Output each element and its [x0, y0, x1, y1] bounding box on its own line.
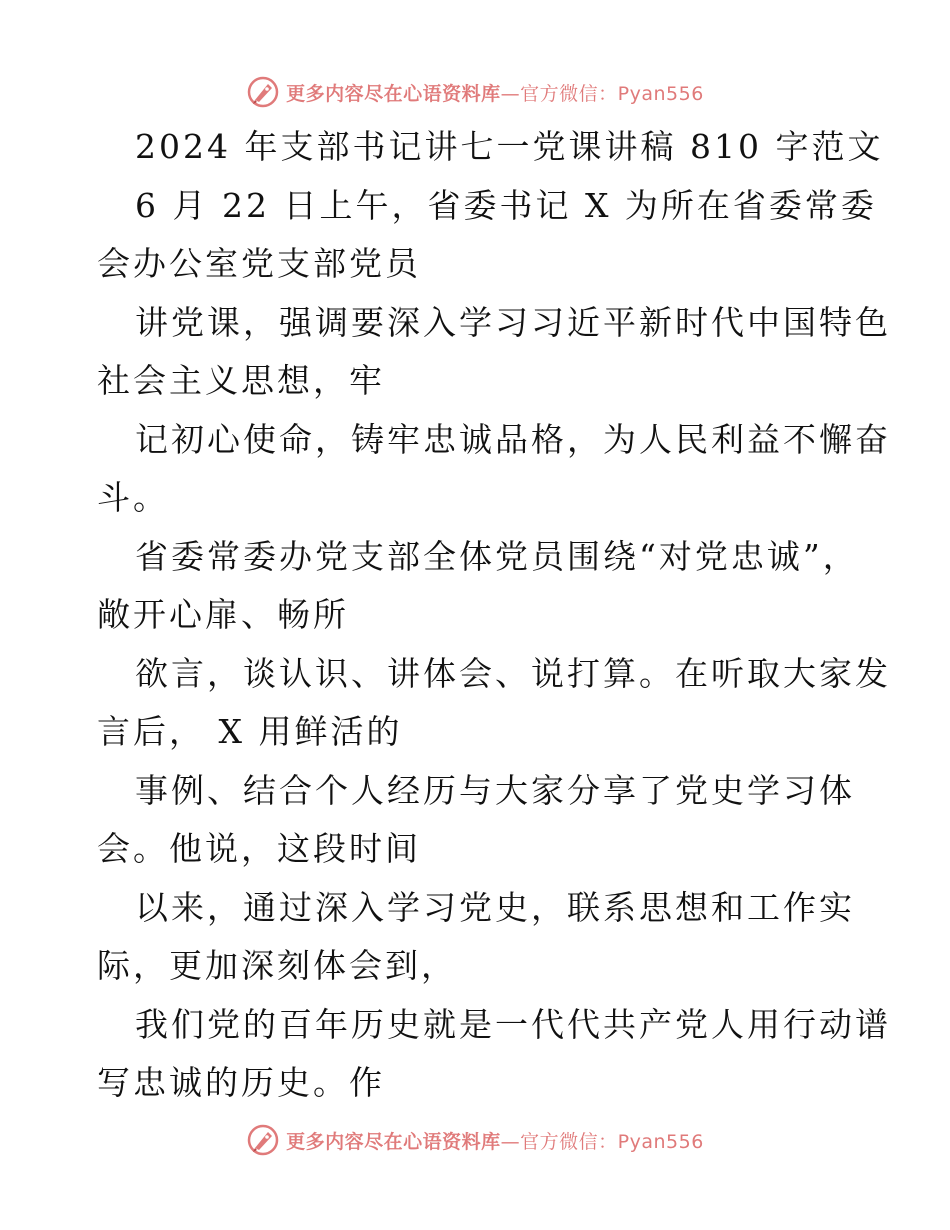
pen-nib-logo-icon [246, 75, 280, 109]
banner-main-text: 更多内容尽在心语资料库 [286, 1130, 501, 1153]
paragraph-line: 写忠诚的历史。作 [97, 1063, 385, 1102]
footer-banner [0, 1120, 950, 1160]
paragraph-line: 敞开心扉、畅所 [97, 595, 349, 634]
paragraph-line: 斗。 [97, 478, 169, 517]
header-banner [0, 72, 950, 112]
banner-text [286, 79, 704, 106]
document-title: 2024 年支部书记讲七一党课讲稿 810 字范文 [135, 127, 884, 166]
pen-nib-logo-icon [246, 1123, 280, 1157]
banner-separator: — [500, 1130, 521, 1153]
banner-text [286, 1127, 704, 1154]
paragraph-line: 会办公室党支部党员 [97, 244, 421, 283]
paragraph-line: 言后， X 用鲜活的 [97, 712, 403, 751]
paragraph-line: 欲言，谈认识、讲体会、说打算。在听取大家发 [135, 653, 891, 693]
paragraph-line: 际，更加深刻体会到， [97, 946, 457, 985]
document-body [97, 118, 891, 1113]
paragraph-line: 省委常委办党支部全体党员围绕“对党忠诚”， [135, 536, 859, 576]
banner-wechat-text: 官方微信：Pyan556 [520, 82, 704, 105]
banner-wechat-text: 官方微信：Pyan556 [520, 1130, 704, 1153]
paragraph-line: 会。他说，这段时间 [97, 829, 421, 868]
banner-main-text: 更多内容尽在心语资料库 [286, 82, 501, 105]
banner-separator: — [500, 82, 521, 105]
paragraph-line: 我们党的百年历史就是一代代共产党人用行动谱 [135, 1004, 891, 1044]
paragraph-line: 事例、结合个人经历与大家分享了党史学习体 [135, 770, 855, 810]
paragraph-line: 社会主义思想，牢 [97, 361, 385, 400]
paragraph-line: 记初心使命，铸牢忠诚品格，为人民利益不懈奋 [135, 419, 891, 459]
paragraph-line: 以来，通过深入学习党史，联系思想和工作实 [135, 887, 855, 927]
paragraph-line: 6 月 22 日上午，省委书记 X 为所在省委常委 [135, 185, 877, 225]
paragraph-line: 讲党课，强调要深入学习习近平新时代中国特色 [135, 302, 891, 342]
